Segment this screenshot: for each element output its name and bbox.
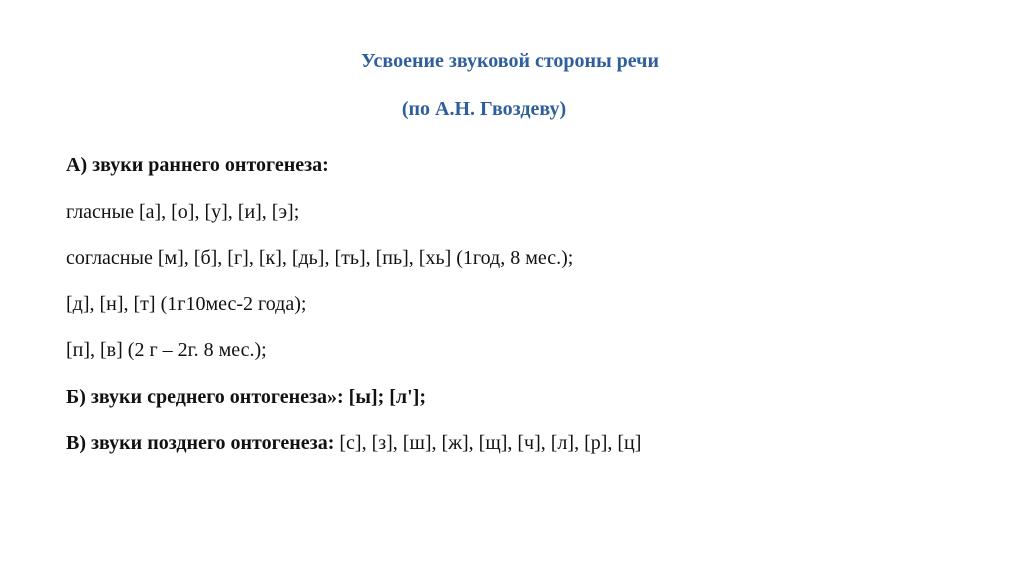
section-a-heading: А) звуки раннего онтогенеза: <box>66 154 329 176</box>
section-v-line <box>66 431 641 455</box>
slide-subtitle: (по А.Н. Гвоздеву) <box>401 98 567 120</box>
section-v-sounds: [с], [з], [ш], [ж], [щ], [ч], [л], [р], [ц] <box>339 432 642 454</box>
pv-line: [п], [в] (2 г – 2г. 8 мес.); <box>66 339 267 361</box>
vowels-line: гласные [а], [о], [у], [и], [э]; <box>66 201 300 223</box>
dnt-line: [д], [н], [т] (1г10мес-2 года); <box>66 293 307 315</box>
slide-title: Усвоение звуковой стороны речи <box>361 50 659 72</box>
section-v-heading: В) звуки позднего онтогенеза: <box>66 432 340 454</box>
consonants-line: согласные [м], [б], [г], [к], [дь], [ть], [пь], [хь] (1год, 8 мес.); <box>66 247 574 269</box>
section-b-line: Б) звуки среднего онтогенеза»: [ы]; [л']; <box>66 386 427 408</box>
